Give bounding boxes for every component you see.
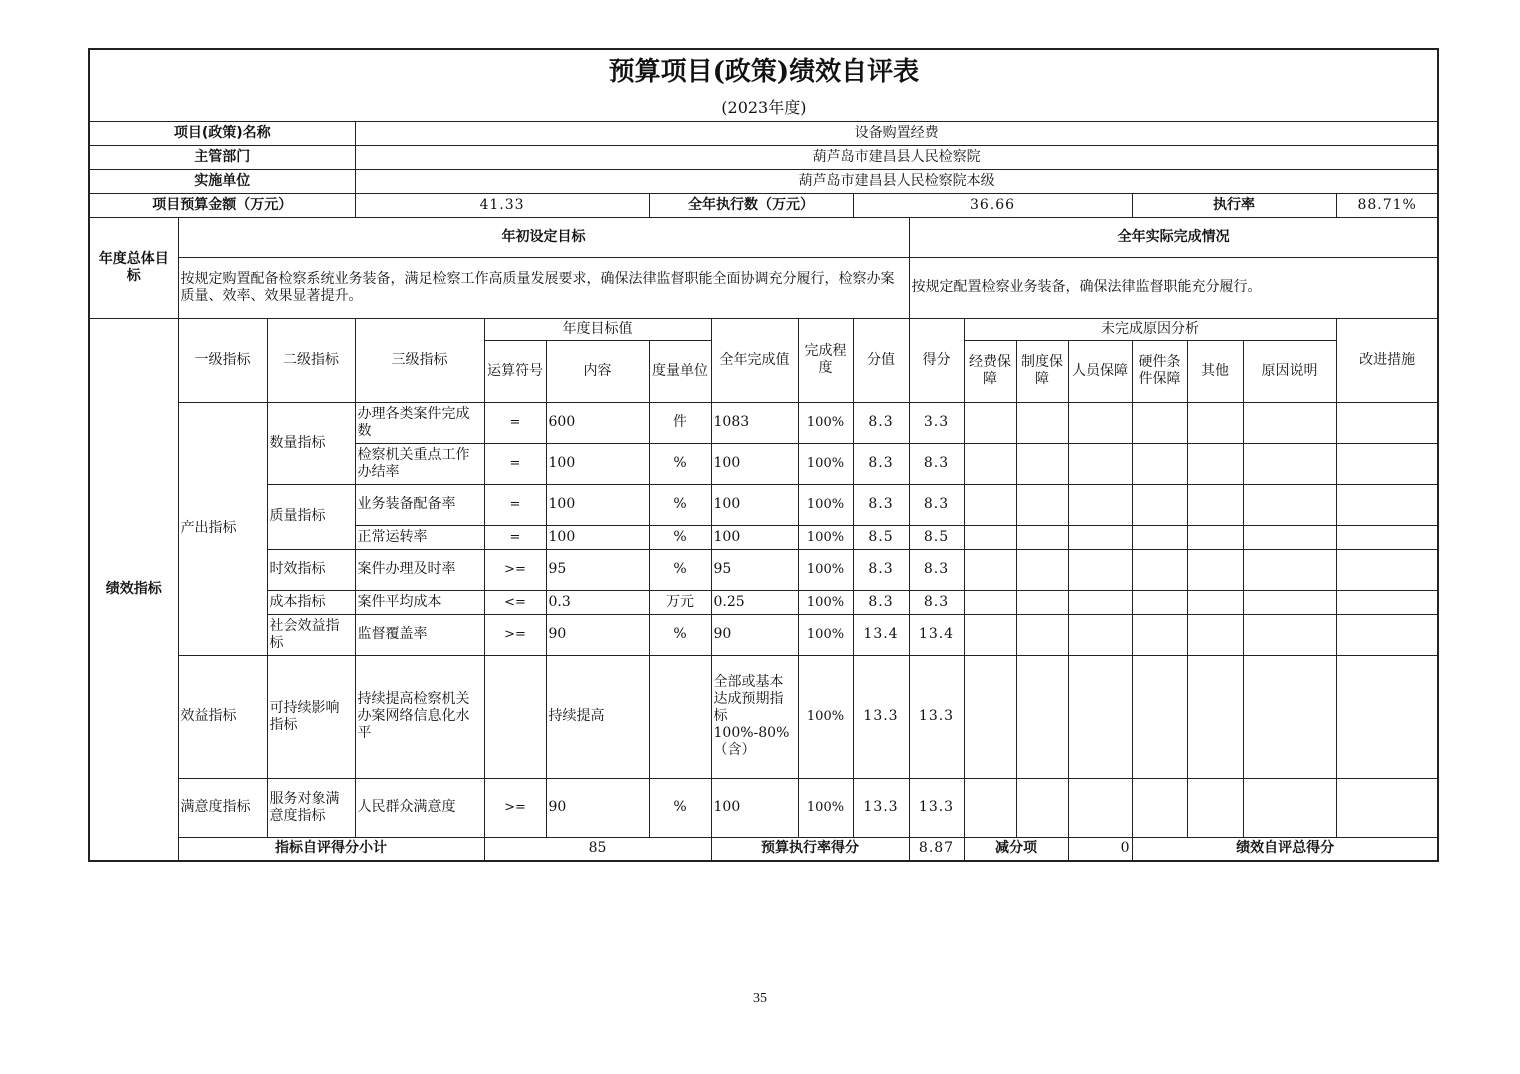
header-score: 得分	[909, 318, 964, 402]
table-row	[89, 549, 1438, 590]
exec-rate-value: 88.71%	[1336, 193, 1438, 217]
sub-quality: 质量指标	[267, 484, 355, 549]
sub-social: 社会效益指标	[267, 614, 355, 655]
indicator-degree: 100%	[798, 549, 853, 590]
indicator-score: 8.5	[909, 525, 964, 549]
indicator-op: =	[484, 402, 546, 443]
indicator-actual: 全部或基本达成预期指标100%-80%（含）	[711, 655, 798, 778]
group-benefit: 效益指标	[178, 655, 267, 778]
total-score-label: 绩效自评总得分	[1132, 837, 1438, 861]
project-name-label: 项目(政策)名称	[89, 121, 355, 145]
indicator-unit: %	[649, 549, 711, 590]
sub-cost: 成本指标	[267, 590, 355, 614]
indicator-content: 600	[546, 402, 649, 443]
sub-service: 服务对象满意度指标	[267, 778, 355, 837]
header-degree: 完成程度	[798, 318, 853, 402]
header-level1: 一级指标	[178, 318, 267, 402]
indicator-op: =	[484, 443, 546, 484]
indicator-content: 90	[546, 778, 649, 837]
dept-label: 主管部门	[89, 145, 355, 169]
indicator-value: 8.3	[853, 590, 909, 614]
indicator-unit: %	[649, 484, 711, 525]
table-row	[89, 590, 1438, 614]
header-system: 制度保障	[1016, 340, 1068, 402]
indicator-value: 13.3	[853, 655, 909, 778]
table-row	[89, 614, 1438, 655]
exec-amount-value: 36.66	[853, 193, 1132, 217]
indicator-score: 13.3	[909, 778, 964, 837]
group-output: 产出指标	[178, 402, 267, 655]
indicator-name: 人民群众满意度	[355, 778, 484, 837]
indicator-actual: 100	[711, 484, 798, 525]
indicator-unit: 万元	[649, 590, 711, 614]
header-reason-desc: 原因说明	[1243, 340, 1336, 402]
header-level3: 三级指标	[355, 318, 484, 402]
indicator-unit: %	[649, 778, 711, 837]
indicator-name: 业务装备配备率	[355, 484, 484, 525]
indicator-score: 8.3	[909, 549, 964, 590]
actual-completion-header: 全年实际完成情况	[909, 217, 1438, 257]
indicator-degree: 100%	[798, 614, 853, 655]
indicator-value: 8.3	[853, 549, 909, 590]
indicator-value: 8.5	[853, 525, 909, 549]
deduct-label: 减分项	[964, 837, 1068, 861]
header-reason-group: 未完成原因分析	[964, 318, 1336, 340]
performance-self-evaluation-table	[88, 48, 1439, 862]
initial-goal-text: 按规定购置配备检察系统业务装备，满足检察工作高质量发展要求，确保法律监督职能全面协调充分履行，检察办案质量、效率、效果显著提升。	[178, 257, 909, 318]
indicator-content: 0.3	[546, 590, 649, 614]
indicator-actual: 100	[711, 525, 798, 549]
indicator-content: 95	[546, 549, 649, 590]
dept-value: 葫芦岛市建昌县人民检察院	[355, 145, 1438, 169]
subtotal-value: 85	[484, 837, 711, 861]
indicator-score: 13.3	[909, 655, 964, 778]
table-row	[89, 655, 1438, 778]
indicator-op: >=	[484, 614, 546, 655]
header-staff: 人员保障	[1068, 340, 1132, 402]
year-label: (2023年度)	[89, 95, 1438, 121]
indicator-degree: 100%	[798, 484, 853, 525]
indicator-actual: 1083	[711, 402, 798, 443]
indicator-content: 100	[546, 525, 649, 549]
indicator-score: 13.4	[909, 614, 964, 655]
indicator-unit	[649, 655, 711, 778]
indicator-content: 100	[546, 484, 649, 525]
indicator-content: 90	[546, 614, 649, 655]
indicator-op: =	[484, 484, 546, 525]
indicator-op: >=	[484, 778, 546, 837]
indicator-score: 8.3	[909, 484, 964, 525]
header-target-group: 年度目标值	[484, 318, 711, 340]
impl-unit-label: 实施单位	[89, 169, 355, 193]
header-other: 其他	[1187, 340, 1243, 402]
indicator-name: 办理各类案件完成数	[355, 402, 484, 443]
indicator-name: 监督覆盖率	[355, 614, 484, 655]
indicator-name: 案件平均成本	[355, 590, 484, 614]
indicator-actual: 0.25	[711, 590, 798, 614]
indicator-op	[484, 655, 546, 778]
indicator-name: 案件办理及时率	[355, 549, 484, 590]
sub-quantity: 数量指标	[267, 402, 355, 484]
indicator-degree: 100%	[798, 402, 853, 443]
header-op: 运算符号	[484, 340, 546, 402]
indicator-degree: 100%	[798, 525, 853, 549]
indicator-name: 持续提高检察机关办案网络信息化水平	[355, 655, 484, 778]
indicator-unit: %	[649, 525, 711, 549]
header-score-value: 分值	[853, 318, 909, 402]
header-fund: 经费保障	[964, 340, 1016, 402]
impl-unit-value: 葫芦岛市建昌县人民检察院本级	[355, 169, 1438, 193]
indicator-actual: 90	[711, 614, 798, 655]
header-actual: 全年完成值	[711, 318, 798, 402]
sub-timeliness: 时效指标	[267, 549, 355, 590]
subtotal-label: 指标自评得分小计	[178, 837, 484, 861]
indicator-degree: 100%	[798, 655, 853, 778]
indicator-value: 8.3	[853, 402, 909, 443]
indicator-degree: 100%	[798, 443, 853, 484]
indicator-content: 100	[546, 443, 649, 484]
actual-completion-text: 按规定配置检察业务装备，确保法律监督职能充分履行。	[909, 257, 1438, 318]
header-unit: 度量单位	[649, 340, 711, 402]
page-number: 35	[753, 991, 767, 1006]
indicator-unit: %	[649, 614, 711, 655]
indicator-degree: 100%	[798, 590, 853, 614]
table-row	[89, 778, 1438, 837]
indicator-value: 8.3	[853, 443, 909, 484]
deduct-value: 0	[1068, 837, 1132, 861]
project-name-value: 设备购置经费	[355, 121, 1438, 145]
indicator-unit: 件	[649, 402, 711, 443]
table-row	[89, 484, 1438, 525]
header-improve: 改进措施	[1336, 318, 1438, 402]
table-row	[89, 402, 1438, 443]
header-level2: 二级指标	[267, 318, 355, 402]
indicator-op: >=	[484, 549, 546, 590]
indicator-unit: %	[649, 443, 711, 484]
indicator-actual: 95	[711, 549, 798, 590]
indicator-op: =	[484, 525, 546, 549]
indicator-score: 3.3	[909, 402, 964, 443]
indicator-score: 8.3	[909, 590, 964, 614]
exec-score-label: 预算执行率得分	[711, 837, 909, 861]
budget-label: 项目预算金额（万元）	[89, 193, 355, 217]
indicator-actual: 100	[711, 443, 798, 484]
indicator-value: 13.3	[853, 778, 909, 837]
indicator-name: 正常运转率	[355, 525, 484, 549]
sub-sustain: 可持续影响指标	[267, 655, 355, 778]
exec-rate-label: 执行率	[1132, 193, 1336, 217]
group-satisfaction: 满意度指标	[178, 778, 267, 837]
budget-value: 41.33	[355, 193, 649, 217]
annual-goal-label: 年度总体目标	[89, 217, 178, 318]
indicator-name: 检察机关重点工作办结率	[355, 443, 484, 484]
header-hardware: 硬件条件保障	[1132, 340, 1187, 402]
exec-score-value: 8.87	[909, 837, 964, 861]
indicator-content: 持续提高	[546, 655, 649, 778]
indicator-value: 8.3	[853, 484, 909, 525]
summary-row	[89, 837, 1438, 861]
indicator-section-label: 绩效指标	[89, 318, 178, 861]
indicator-score: 8.3	[909, 443, 964, 484]
indicator-actual: 100	[711, 778, 798, 837]
header-content: 内容	[546, 340, 649, 402]
indicator-degree: 100%	[798, 778, 853, 837]
indicator-value: 13.4	[853, 614, 909, 655]
indicator-op: <=	[484, 590, 546, 614]
initial-goal-header: 年初设定目标	[178, 217, 909, 257]
page-title: 预算项目(政策)绩效自评表	[89, 49, 1438, 95]
exec-amount-label: 全年执行数（万元）	[649, 193, 853, 217]
